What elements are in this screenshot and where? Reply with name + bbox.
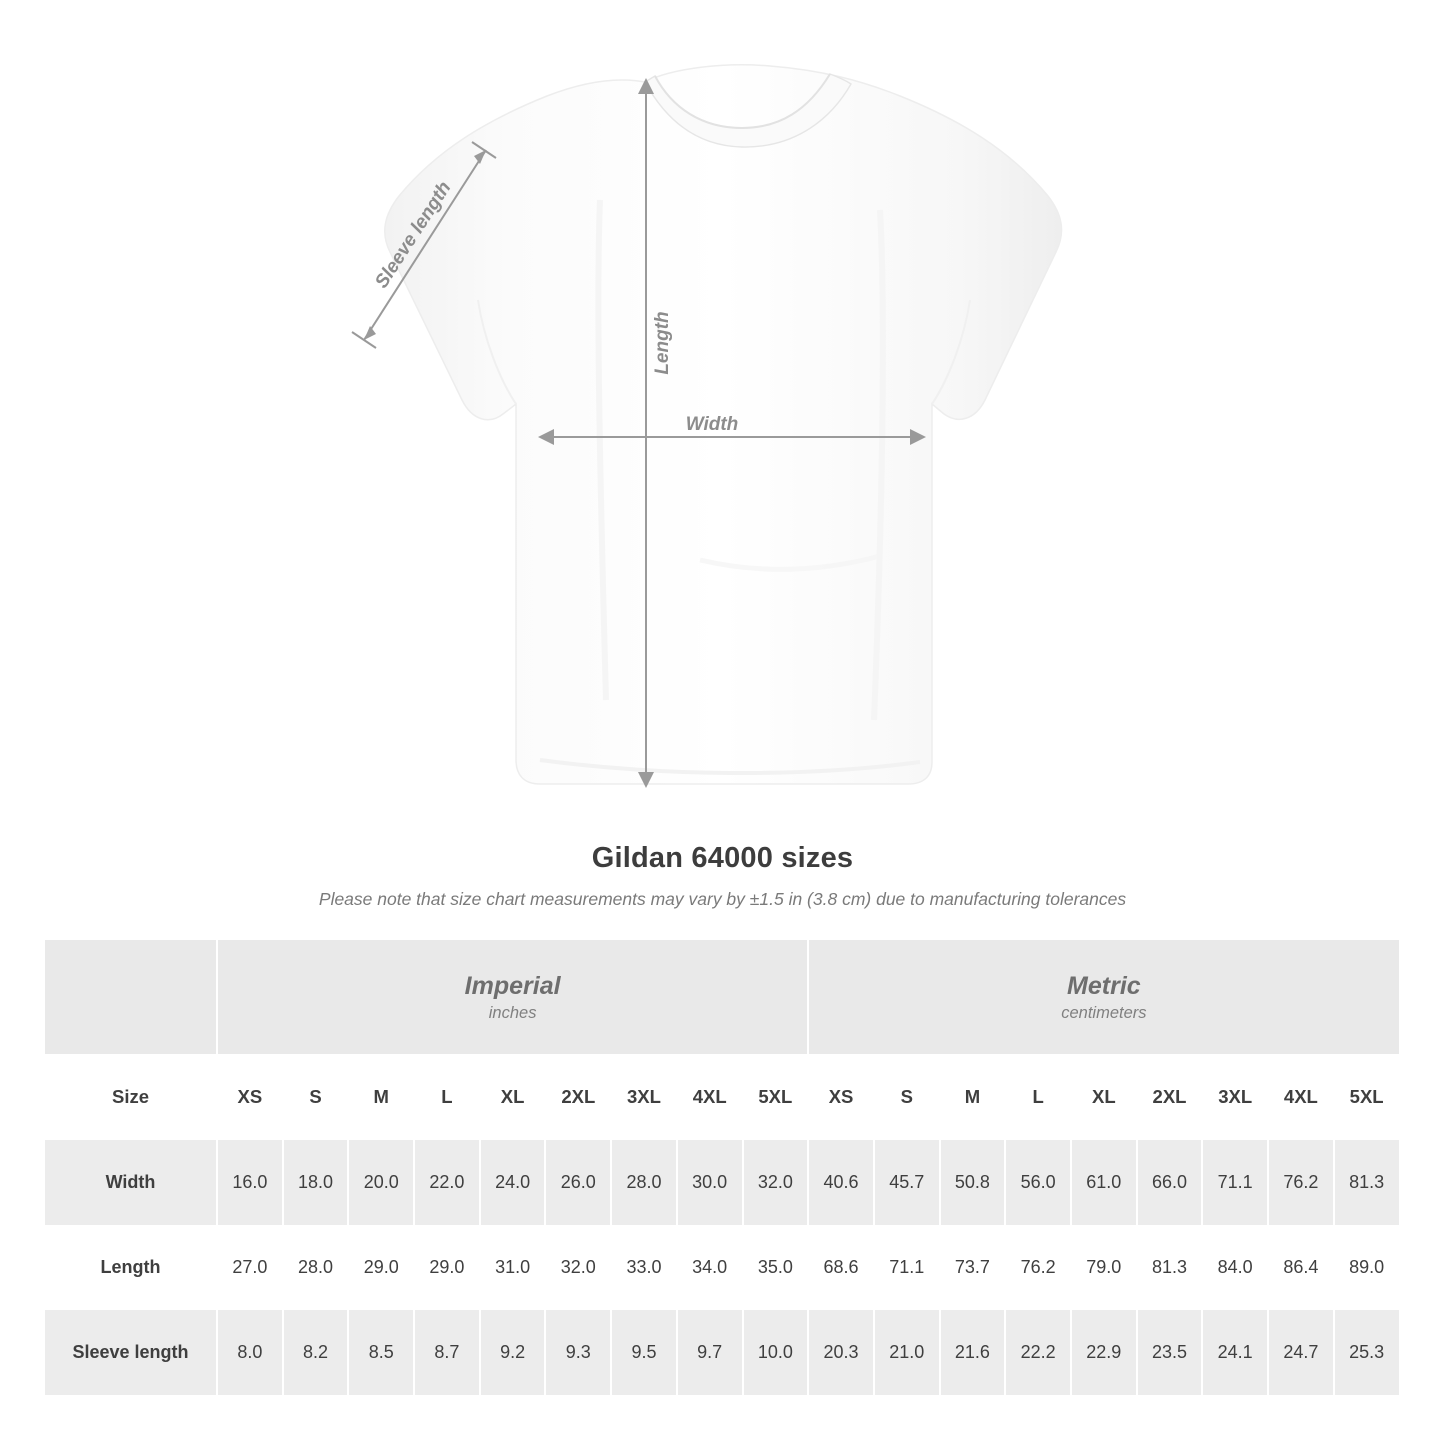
value-cell: 76.2 xyxy=(1268,1140,1334,1225)
value-cell: 34.0 xyxy=(677,1225,743,1310)
size-cell: 4XL xyxy=(677,1054,743,1140)
value-cell: 8.7 xyxy=(414,1310,480,1395)
value-cell: 71.1 xyxy=(874,1225,940,1310)
size-cell: XS xyxy=(217,1054,283,1140)
value-cell: 30.0 xyxy=(677,1140,743,1225)
size-cell: M xyxy=(348,1054,414,1140)
table-row-length xyxy=(45,1225,1400,1310)
value-cell: 8.0 xyxy=(217,1310,283,1395)
tolerance-note: Please note that size chart measurements may vary by ±1.5 in (3.8 cm) due to manufacturing tolerances xyxy=(318,889,1127,909)
value-cell: 21.0 xyxy=(874,1310,940,1395)
value-cell: 28.0 xyxy=(611,1140,677,1225)
value-cell: 50.8 xyxy=(940,1140,1006,1225)
value-cell: 24.1 xyxy=(1202,1310,1268,1395)
value-cell: 29.0 xyxy=(348,1225,414,1310)
metric-sub: centimeters xyxy=(1061,1004,1147,1023)
size-cell: 2XL xyxy=(545,1054,611,1140)
size-cell: L xyxy=(1005,1054,1071,1140)
size-chart-table-wrap xyxy=(45,940,1400,1395)
row-header-length: Length xyxy=(45,1225,217,1310)
value-cell: 33.0 xyxy=(611,1225,677,1310)
value-cell: 89.0 xyxy=(1334,1225,1400,1310)
value-cell: 86.4 xyxy=(1268,1225,1334,1310)
size-cell: XS xyxy=(808,1054,874,1140)
width-label: Width xyxy=(685,414,739,435)
size-cell: 4XL xyxy=(1268,1054,1334,1140)
value-cell: 61.0 xyxy=(1071,1140,1137,1225)
size-cell: XL xyxy=(1071,1054,1137,1140)
page-title: Gildan 64000 sizes xyxy=(591,842,854,874)
metric-name: Metric xyxy=(1067,971,1141,1000)
size-cell: M xyxy=(940,1054,1006,1140)
value-cell: 29.0 xyxy=(414,1225,480,1310)
value-cell: 21.6 xyxy=(940,1310,1006,1395)
value-cell: 8.5 xyxy=(348,1310,414,1395)
value-cell: 45.7 xyxy=(874,1140,940,1225)
size-cell: 2XL xyxy=(1137,1054,1203,1140)
value-cell: 27.0 xyxy=(217,1225,283,1310)
imperial-sub: inches xyxy=(488,1004,537,1023)
unit-header-spacer xyxy=(45,940,217,1054)
value-cell: 35.0 xyxy=(743,1225,809,1310)
size-cell: XL xyxy=(480,1054,546,1140)
value-cell: 56.0 xyxy=(1005,1140,1071,1225)
size-cell: 3XL xyxy=(611,1054,677,1140)
value-cell: 18.0 xyxy=(283,1140,349,1225)
value-cell: 20.3 xyxy=(808,1310,874,1395)
unit-header-metric xyxy=(808,940,1399,1054)
table-row-size xyxy=(45,1054,1400,1140)
table-row-sleeve-length xyxy=(45,1310,1400,1395)
value-cell: 31.0 xyxy=(480,1225,546,1310)
value-cell: 68.6 xyxy=(808,1225,874,1310)
value-cell: 9.7 xyxy=(677,1310,743,1395)
imperial-name: Imperial xyxy=(464,971,561,1000)
value-cell: 8.2 xyxy=(283,1310,349,1395)
value-cell: 22.2 xyxy=(1005,1310,1071,1395)
value-cell: 25.3 xyxy=(1334,1310,1400,1395)
unit-header-row xyxy=(45,940,1400,1054)
size-cell: L xyxy=(414,1054,480,1140)
value-cell: 84.0 xyxy=(1202,1225,1268,1310)
value-cell: 28.0 xyxy=(283,1225,349,1310)
value-cell: 32.0 xyxy=(743,1140,809,1225)
table-row-width xyxy=(45,1140,1400,1225)
value-cell: 9.5 xyxy=(611,1310,677,1395)
value-cell: 66.0 xyxy=(1137,1140,1203,1225)
value-cell: 81.3 xyxy=(1334,1140,1400,1225)
chart-header xyxy=(0,830,1445,910)
size-cell: 5XL xyxy=(1334,1054,1400,1140)
value-cell: 22.0 xyxy=(414,1140,480,1225)
value-cell: 40.6 xyxy=(808,1140,874,1225)
size-cell: 5XL xyxy=(743,1054,809,1140)
row-header-size: Size xyxy=(45,1054,217,1140)
unit-header-imperial xyxy=(217,940,808,1054)
value-cell: 23.5 xyxy=(1137,1310,1203,1395)
value-cell: 9.2 xyxy=(480,1310,546,1395)
row-header-sleeve-length: Sleeve length xyxy=(45,1310,217,1395)
row-header-width: Width xyxy=(45,1140,217,1225)
size-chart-table xyxy=(45,940,1401,1395)
value-cell: 76.2 xyxy=(1005,1225,1071,1310)
value-cell: 9.3 xyxy=(545,1310,611,1395)
value-cell: 24.7 xyxy=(1268,1310,1334,1395)
size-cell: S xyxy=(874,1054,940,1140)
value-cell: 22.9 xyxy=(1071,1310,1137,1395)
value-cell: 32.0 xyxy=(545,1225,611,1310)
value-cell: 16.0 xyxy=(217,1140,283,1225)
length-label: Length xyxy=(652,311,673,375)
size-cell: S xyxy=(283,1054,349,1140)
value-cell: 10.0 xyxy=(743,1310,809,1395)
value-cell: 73.7 xyxy=(940,1225,1006,1310)
value-cell: 79.0 xyxy=(1071,1225,1137,1310)
value-cell: 20.0 xyxy=(348,1140,414,1225)
value-cell: 71.1 xyxy=(1202,1140,1268,1225)
value-cell: 26.0 xyxy=(545,1140,611,1225)
value-cell: 81.3 xyxy=(1137,1225,1203,1310)
sleeve-length-label: Sleeve length xyxy=(371,177,456,293)
value-cell: 24.0 xyxy=(480,1140,546,1225)
size-cell: 3XL xyxy=(1202,1054,1268,1140)
